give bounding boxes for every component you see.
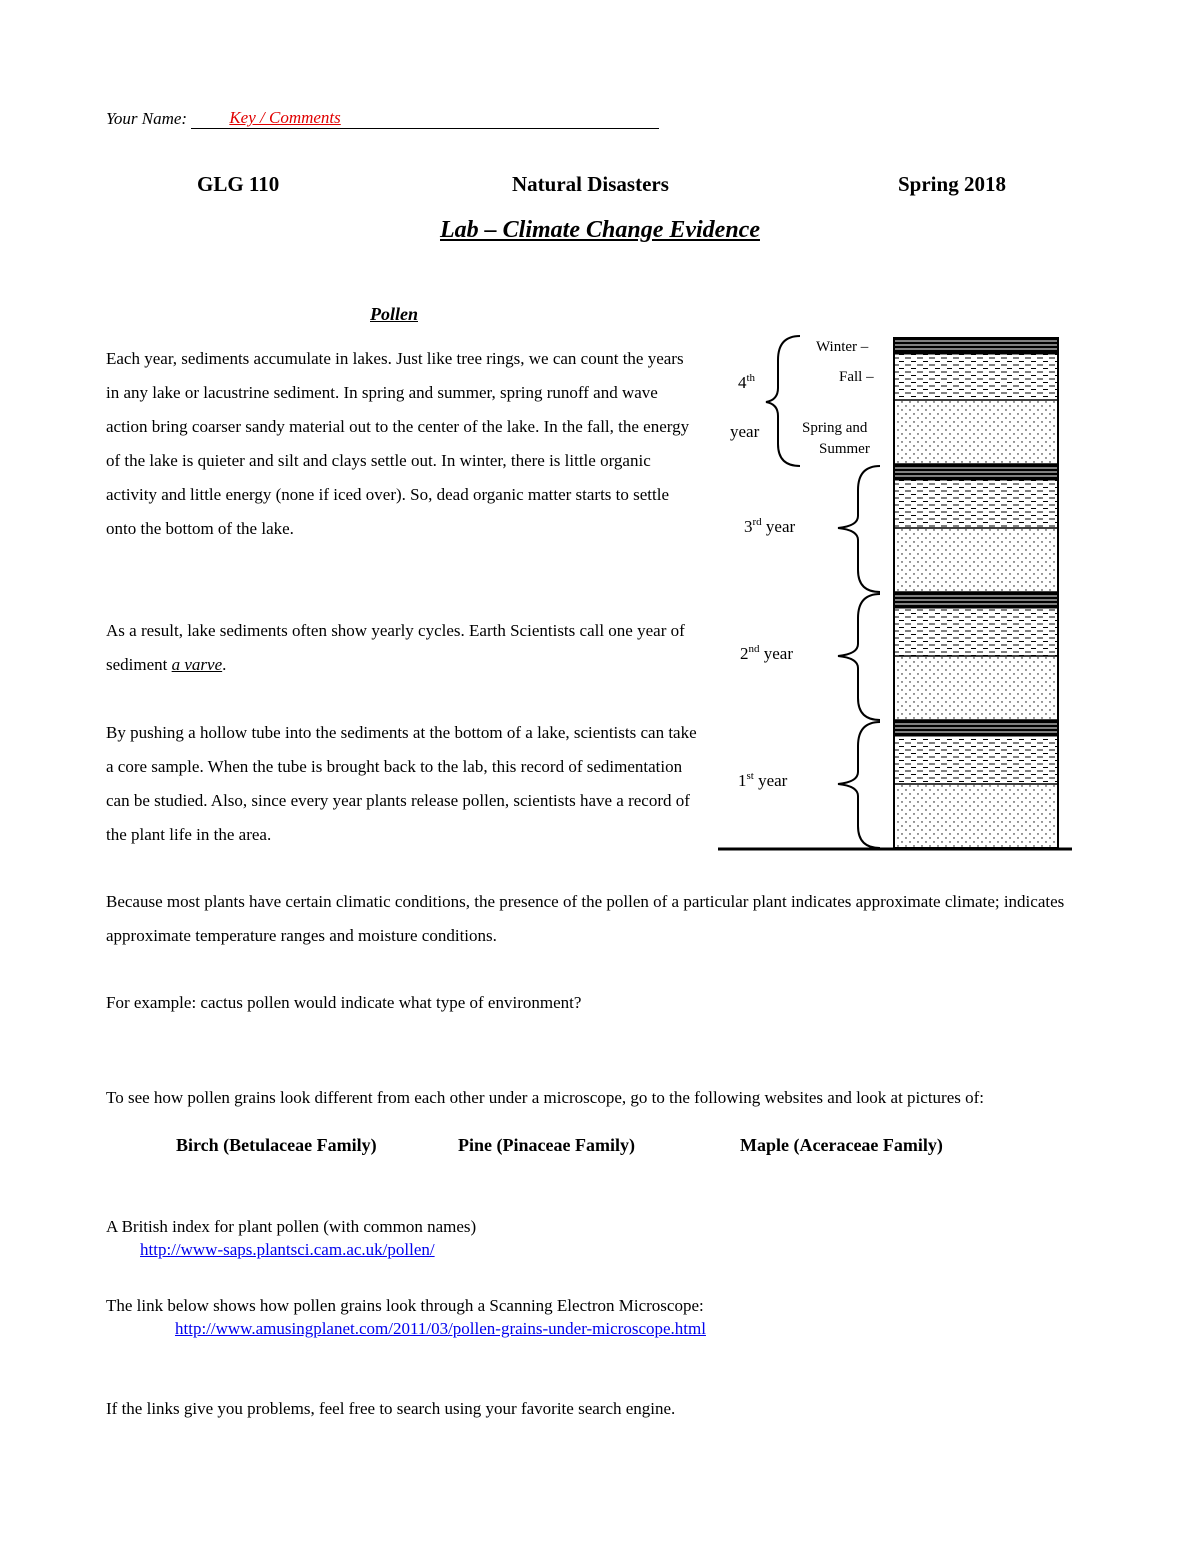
spring-summer-layer-y4 — [894, 400, 1058, 464]
paragraph-climate: Because most plants have certain climatic conditions, the presence of the pollen of a particular plant indicates approximate climate; indicates approximate temperature ranges and moisture conditions. — [106, 892, 1065, 945]
link-saps[interactable] — [140, 1240, 435, 1260]
label-year4: 4th — [738, 372, 756, 392]
label-summer: Summer — [819, 441, 870, 457]
link-amusingplanet[interactable] — [175, 1319, 706, 1339]
label-year1: 1st year — [738, 770, 788, 790]
paragraph-sediments: Each year, sediments accumulate in lakes. Just like tree rings, we can count the years in any lake or lacustrine sediment. In spring and summer, spring runoff and wave action bring coarser sandy material out to the center of the lake. In the fall, the energy of the lake is quieter and silt and clays settle out. In winter, there is little organic activity and little energy (none if iced over). So, dead organic matter starts to settle onto the bottom of the lake. — [106, 349, 690, 538]
label-year3: 3rd year — [744, 516, 796, 536]
section-heading-pollen: Pollen — [370, 304, 418, 324]
label-fall: Fall – — [839, 369, 874, 385]
varve-core-diagram — [700, 320, 1080, 860]
fall-layer-y3 — [894, 480, 1058, 528]
name-label: Your Name: — [106, 109, 188, 128]
family-pine: Pine (Pinaceae Family) — [458, 1135, 635, 1155]
course-title: Natural Disasters — [512, 172, 669, 196]
websites-intro: To see how pollen grains look different from each other under a microscope, go to the following websites and look at pictures of: — [106, 1088, 985, 1107]
term: Spring 2018 — [898, 172, 1006, 196]
varve-term: a varve — [171, 655, 223, 674]
paragraph-core-sample: By pushing a hollow tube into the sediments at the bottom of a lake, scientists can take a core sample. When the tube is brought back to the lab, this record of sedimentation can be studied. Also, since every year plants release pollen, scientists have a record of the plant life in the area. — [106, 723, 697, 844]
spring-summer-layer-y1 — [894, 784, 1058, 848]
course-code: GLG 110 — [197, 172, 280, 196]
spring-summer-layer-y3 — [894, 528, 1058, 592]
family-maple: Maple (Aceraceae Family) — [740, 1135, 943, 1155]
label-year4-word: year — [730, 422, 760, 441]
label-year2: 2nd year — [740, 643, 794, 663]
brace-year2 — [838, 594, 880, 720]
brace-year1 — [838, 722, 880, 848]
fall-layer-y1 — [894, 736, 1058, 784]
example-question: For example: cactus pollen would indicate what type of environment? — [106, 993, 582, 1012]
winter-layer-y4 — [894, 338, 1058, 354]
british-index-label: A British index for plant pollen (with common names) — [106, 1217, 477, 1236]
name-blank[interactable] — [191, 108, 659, 129]
core-column — [894, 338, 1058, 848]
paragraph-varve-text: As a result, lake sediments often show yearly cycles. Earth Scientists call one year of sediment — [106, 621, 685, 674]
label-winter: Winter – — [816, 339, 869, 355]
name-answer: Key / Comments — [229, 108, 341, 127]
link-saps-text[interactable]: http://www-saps.plantsci.cam.ac.uk/pollen/ — [140, 1240, 435, 1259]
paragraph-varve-end: . — [222, 655, 227, 674]
brace-year3 — [838, 466, 880, 592]
sem-intro: The link below shows how pollen grains look through a Scanning Electron Microscope: — [106, 1296, 704, 1315]
fall-layer-y4 — [894, 354, 1058, 400]
spring-summer-layer-y2 — [894, 656, 1058, 720]
link-amusingplanet-text[interactable]: http://www.amusingplanet.com/2011/03/pollen-grains-under-microscope.html — [175, 1319, 706, 1338]
paragraph-varve — [106, 614, 698, 682]
brace-year4 — [766, 336, 800, 466]
lab-title: Lab – Climate Change Evidence — [440, 217, 760, 243]
fall-layer-y2 — [894, 608, 1058, 656]
family-birch: Birch (Betulaceae Family) — [176, 1135, 377, 1155]
closing-note: If the links give you problems, feel free to search using your favorite search engine. — [106, 1399, 676, 1418]
name-field — [106, 108, 659, 129]
label-spring-and: Spring and — [802, 420, 868, 436]
